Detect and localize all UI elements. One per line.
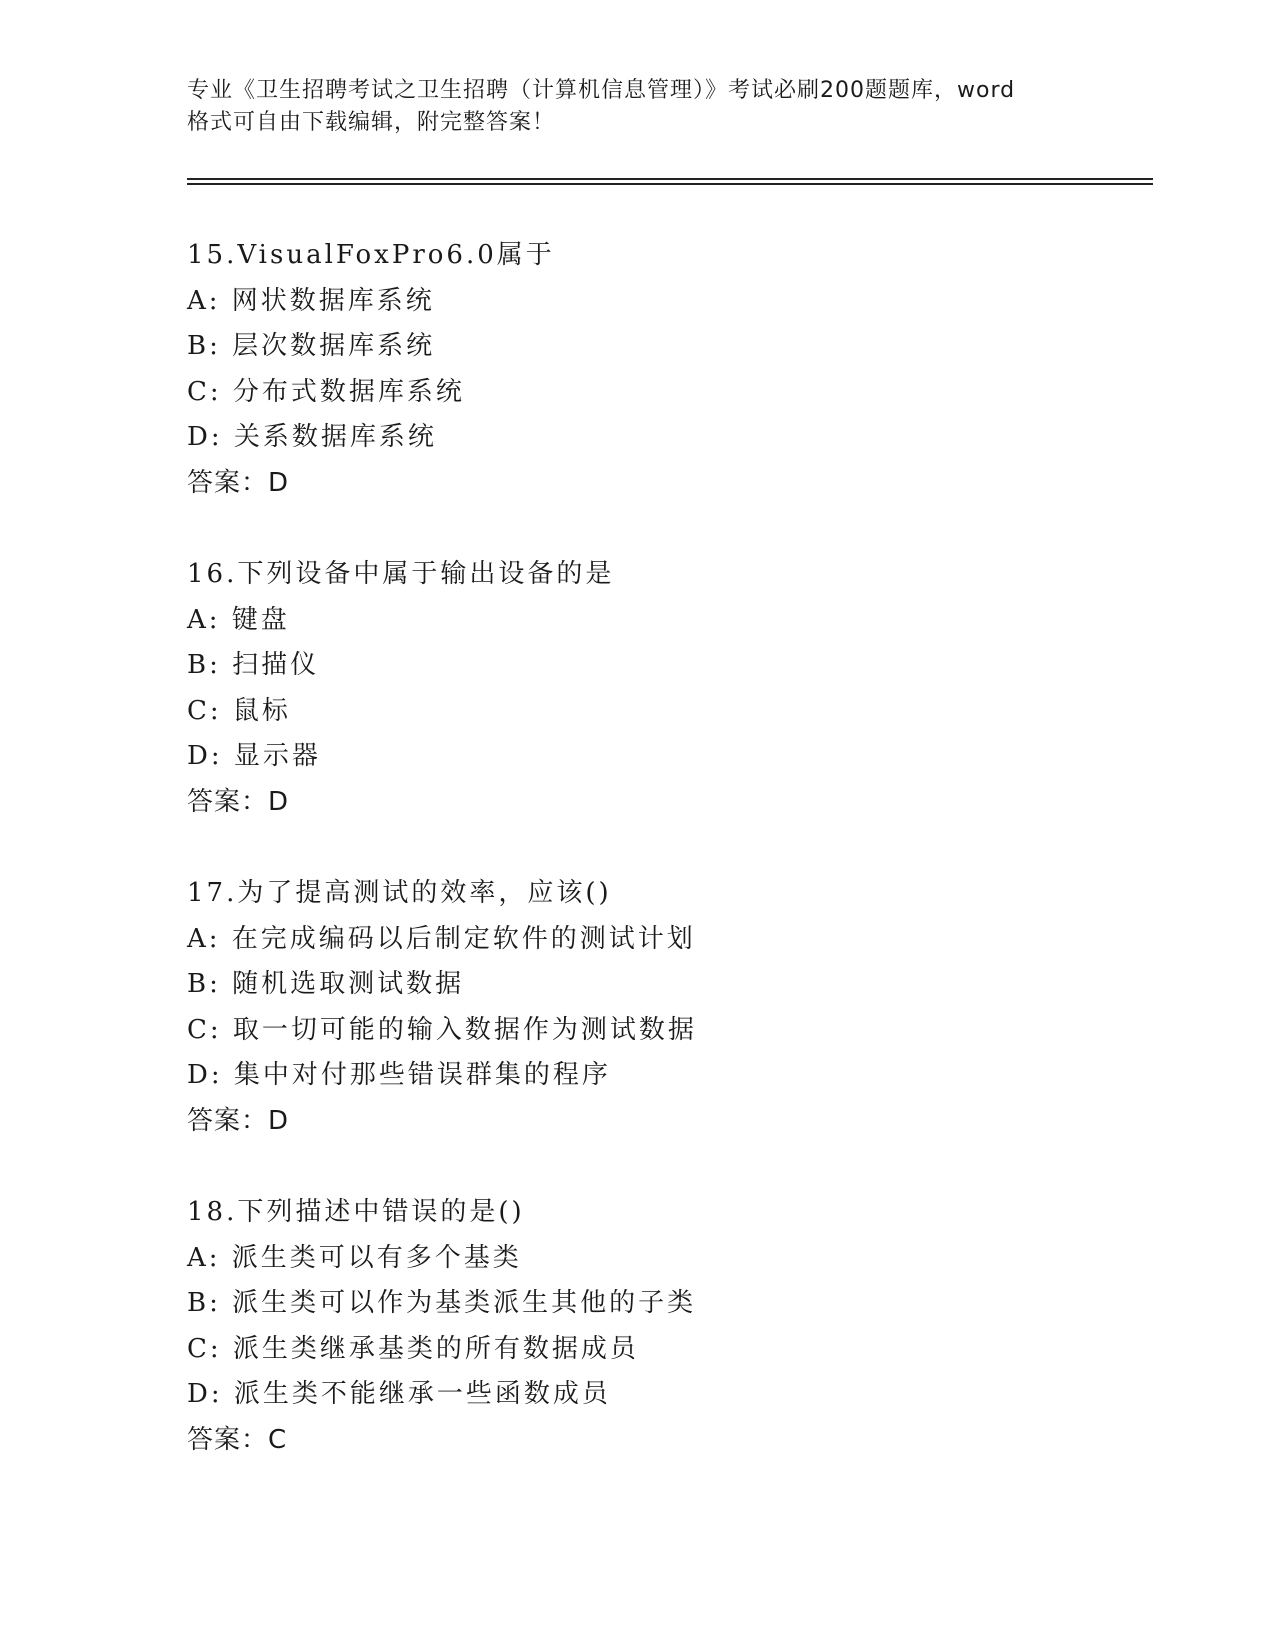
option-a: A: 键盘 — [187, 604, 290, 635]
question-17 — [187, 871, 1087, 1144]
question-16 — [187, 552, 1087, 825]
option-c: C: 取一切可能的输入数据作为测试数据 — [187, 1014, 697, 1045]
option-c: C: 派生类继承基类的所有数据成员 — [187, 1333, 639, 1364]
answer-line: 答案：C — [187, 1424, 288, 1455]
option-b: B: 层次数据库系统 — [187, 331, 436, 361]
document-header — [187, 75, 1087, 139]
option-a: A: 派生类可以有多个基类 — [187, 1242, 522, 1273]
option-d: D: 关系数据库系统 — [187, 422, 437, 452]
answer-line: 答案：D — [187, 786, 290, 817]
option-d: D: 派生类不能继承一些函数成员 — [187, 1379, 611, 1409]
question-18 — [187, 1190, 1087, 1463]
header-divider-top — [187, 178, 1153, 180]
answer-line: 答案：D — [187, 467, 290, 498]
option-b: B: 扫描仪 — [187, 650, 320, 680]
option-a: A: 网状数据库系统 — [187, 285, 435, 316]
question-stem: 16.下列设备中属于输出设备的是 — [187, 559, 615, 589]
option-c: C: 鼠标 — [187, 695, 291, 726]
option-a: A: 在完成编码以后制定软件的测试计划 — [187, 923, 696, 954]
header-divider-bottom — [187, 183, 1153, 185]
option-b: B: 随机选取测试数据 — [187, 969, 465, 999]
header-line-2: 格式可自由下载编辑，附完整答案！ — [187, 110, 556, 135]
question-stem: 15.VisualFoxPro6.0属于 — [187, 240, 555, 270]
option-b: B: 派生类可以作为基类派生其他的子类 — [187, 1288, 697, 1318]
question-stem: 17.为了提高测试的效率，应该() — [187, 878, 612, 908]
header-line-1: 专业《卫生招聘考试之卫生招聘（计算机信息管理）》考试必刷200题题库，word — [187, 78, 1016, 103]
question-stem: 18.下列描述中错误的是() — [187, 1197, 525, 1227]
option-d: D: 显示器 — [187, 741, 321, 771]
option-c: C: 分布式数据库系统 — [187, 376, 465, 407]
answer-line: 答案：D — [187, 1105, 290, 1136]
option-d: D: 集中对付那些错误群集的程序 — [187, 1060, 611, 1090]
question-15 — [187, 233, 1087, 506]
